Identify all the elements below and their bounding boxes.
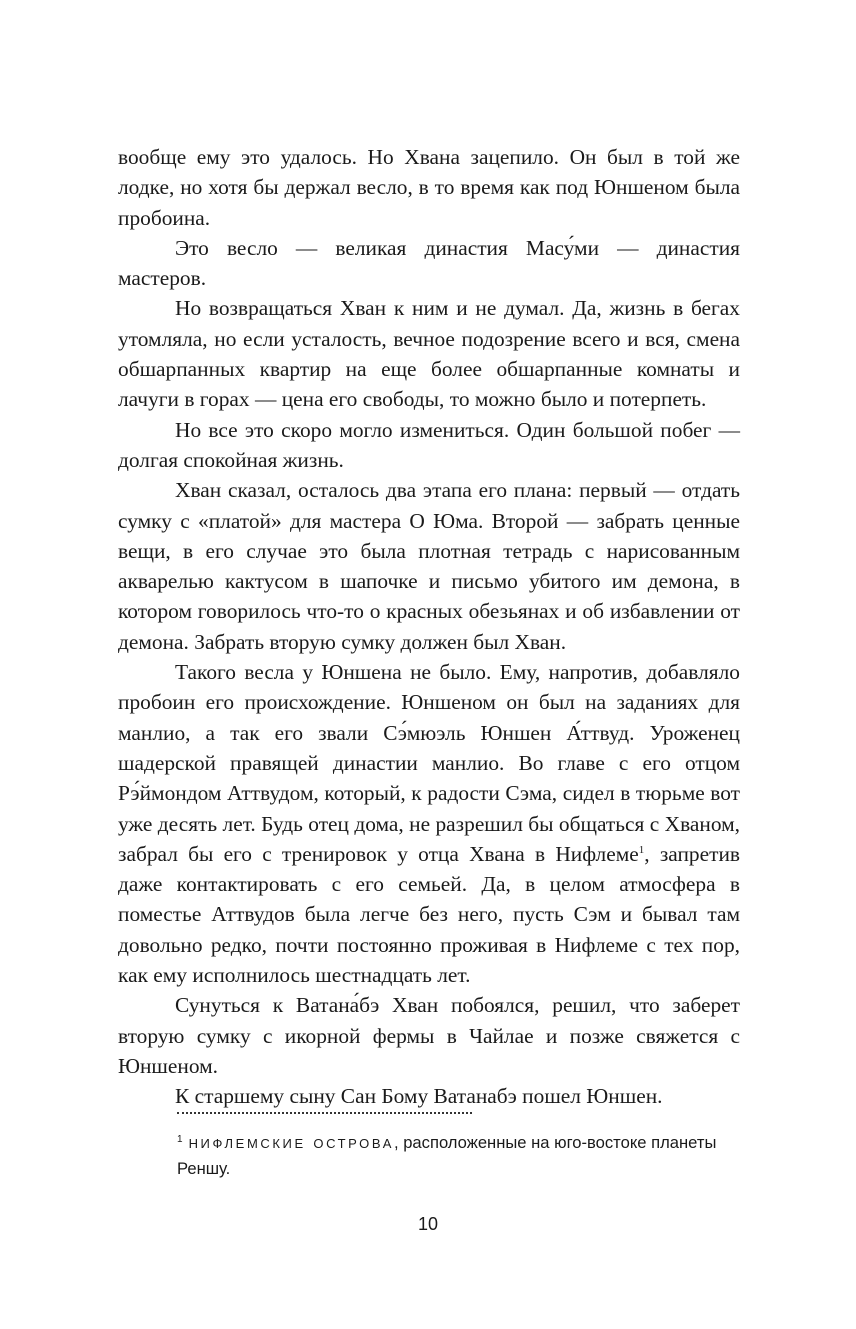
footnote-text: , расположенные на юго-востоке планеты Реншу. — [177, 1133, 717, 1178]
paragraph-8: К старшему сыну Сан Бому Ватанабэ пошел Юншен. — [175, 1084, 663, 1109]
paragraph-6-text-after: , запретив даже контактировать с его семьей. Да, в целом атмосфера в поместье Аттвудов была легче без него, пусть Сэм и бывал там довольно редко, почти постоянно проживая в Нифлеме с тех пор, как ему исполнилось шестнадцать лет. — [118, 841, 741, 988]
footnote — [177, 1127, 743, 1182]
paragraph-3: Но возвращаться Хван к ним и не думал. Да, жизнь в бегах утомляла, но если усталость, вечное подозрение всего и вся, смена обшарпанных квартир на еще более обшарпанные комнаты и лачуги в горах — цена его свободы, то можно было и потерпеть. — [118, 296, 740, 412]
paragraph-2: Это весло — великая династия Масу́ми — династия мастеров. — [118, 235, 740, 291]
main-text — [118, 142, 740, 1112]
page-number: 10 — [417, 1214, 439, 1234]
paragraph-4: Но все это скоро могло измениться. Один большой побег — долгая спокойная жизнь. — [118, 417, 740, 472]
paragraph-7: Сунуться к Ватана́бэ Хван побоялся, решил, что заберет вторую сумку с икорной фермы в Чайлае и позже свяжется с Юншеном. — [118, 993, 740, 1078]
paragraph-5: Хван сказал, осталось два этапа его плана: первый — отдать сумку с «платой» для мастера О Юма. Второй — забрать ценные вещи, в его случае это была плотная тетрадь с нарисованным акварелью кактусом в шапочке и письмо убитого им демона, в котором говорилось что-то о красных обезьянах и об избавлении от демона. Забрать вторую сумку должен был Хван. — [118, 478, 740, 654]
paragraph-6-text-before: Такого весла у Юншена не было. Ему, напротив, добавляло пробоин его происхождение. Юншеном он был на заданиях для манлио, а так его звали Сэ́мюэль Юншен А́ттвуд. Уроженец шадерской правящей династии манлио. Во главе с его отцом Рэ́ймондом Аттвудом, который, к радости Сэма, сидел в тюрьме вот уже десять лет. Будь отец дома, не разрешил бы общаться с Хваном, забрал бы его с тренировок у отца Хвана в Нифлеме — [118, 660, 740, 866]
footnote-term: нифлемские острова — [188, 1132, 394, 1152]
paragraph-6 — [118, 657, 740, 990]
footnote-separator — [177, 1112, 472, 1114]
paragraph-1: вообще ему это удалось. Но Хвана зацепило. Он был в той же лодке, но хотя бы держал весло, в то время как под Юншеном была пробоина. — [118, 145, 740, 230]
footnote-marker: 1 — [177, 1134, 183, 1145]
footnote-reference[interactable]: 1 — [638, 843, 645, 856]
